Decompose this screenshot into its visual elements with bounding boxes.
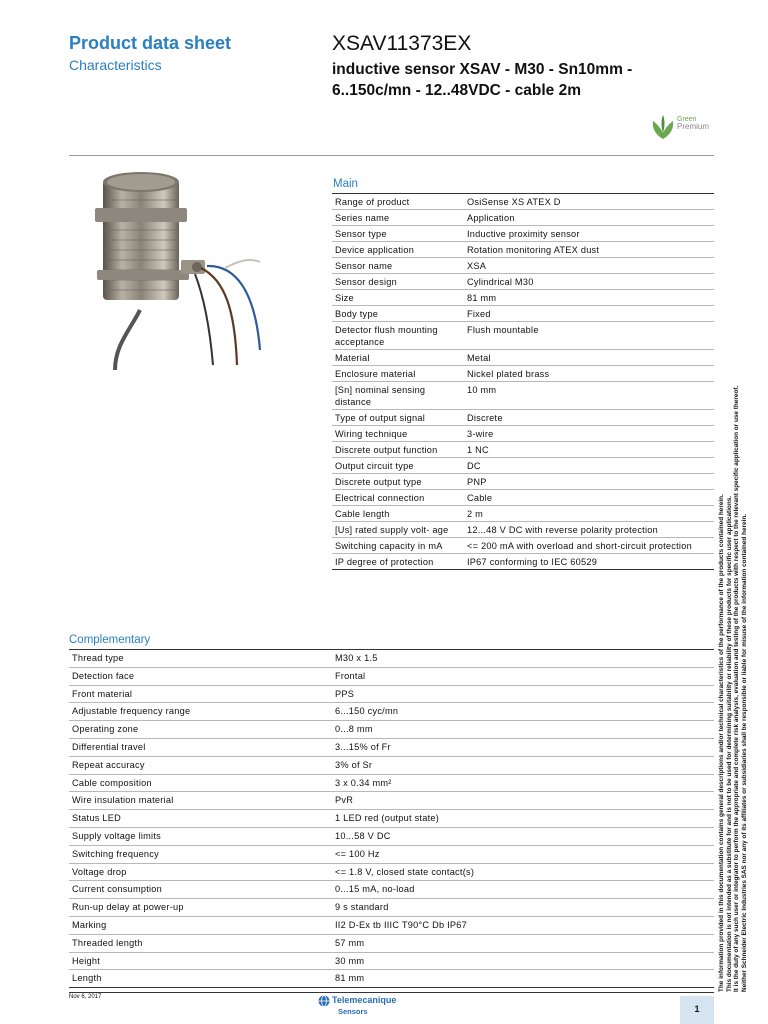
spec-row [69,738,714,756]
spec-label: Series name [332,210,464,226]
spec-row [69,845,714,863]
spec-row [69,916,714,934]
header-divider [69,155,714,156]
spec-value: 3 x 0.34 mm² [332,774,714,792]
spec-label: Differential travel [69,738,332,756]
spec-value: Discrete [464,410,714,426]
product-image [85,170,275,370]
brand-subtitle: Sensors [338,1007,368,1016]
spec-value: 1 NC [464,442,714,458]
spec-value: 81 mm [332,970,714,988]
disclaimer-line: The information provided in this documentation contains general descriptions and/or technical characteristics of the performance of the products contained herein. [718,494,725,992]
spec-row [69,774,714,792]
spec-label: Length [69,970,332,988]
disclaimer-line: This documentation is not intended as a substitute for and is not to be used for determining suitability or reliability of these products for specific user applications. [725,495,733,992]
spec-value: 0...15 mA, no-load [332,881,714,899]
spec-row [332,554,714,570]
main-section-title: Main [333,178,358,190]
spec-value: 9 s standard [332,899,714,917]
spec-label: IP degree of protection [332,554,464,570]
spec-value: 30 mm [332,952,714,970]
spec-row [332,210,714,226]
spec-row [69,970,714,988]
green-premium-logo [650,113,714,143]
disclaimer-line: Neither Schneider Electric Industries SAS nor any of its affiliates or subsidiaries shall be responsible or liable for misuse of the information contained herein. [740,514,748,992]
spec-label: Wire insulation material [69,792,332,810]
spec-label: Repeat accuracy [69,756,332,774]
spec-value: PPS [332,685,714,703]
spec-value: 2 m [464,506,714,522]
spec-label: Status LED [69,810,332,828]
spec-label: Front material [69,685,332,703]
spec-row [332,458,714,474]
spec-value: 0...8 mm [332,721,714,739]
page-subtitle: Characteristics [69,57,162,73]
spec-label: Body type [332,306,464,322]
spec-label: Discrete output function [332,442,464,458]
spec-row [332,306,714,322]
spec-row [332,442,714,458]
green-premium-line1: Green [677,116,697,123]
spec-label: Type of output signal [332,410,464,426]
spec-row [69,863,714,881]
spec-label: Height [69,952,332,970]
spec-value: Application [464,210,714,226]
spec-value: Rotation monitoring ATEX dust [464,242,714,258]
spec-row [69,685,714,703]
spec-label: Sensor type [332,226,464,242]
spec-value: 10...58 V DC [332,827,714,845]
spec-label: Voltage drop [69,863,332,881]
spec-row [69,952,714,970]
spec-label: Marking [69,916,332,934]
complementary-characteristics-table [69,649,714,988]
spec-row [69,934,714,952]
spec-value: PvR [332,792,714,810]
telemecanique-logo [318,994,408,1020]
spec-row [332,226,714,242]
spec-row [69,756,714,774]
spec-row [332,350,714,366]
spec-value: 1 LED red (output state) [332,810,714,828]
spec-value: Cable [464,490,714,506]
spec-label: Range of product [332,194,464,210]
spec-label: Cable length [332,506,464,522]
spec-value: DC [464,458,714,474]
spec-row [332,522,714,538]
spec-row [332,290,714,306]
spec-value: Fixed [464,306,714,322]
spec-row [332,538,714,554]
product-reference: XSAV11373EX [332,32,472,55]
spec-label: Switching capacity in mA [332,538,464,554]
spec-value: 3-wire [464,426,714,442]
spec-row [332,194,714,210]
spec-row [69,899,714,917]
spec-row [332,410,714,426]
spec-label: [Sn] nominal sensing distance [332,382,464,410]
page-title: Product data sheet [69,33,232,53]
spec-label: Sensor design [332,274,464,290]
spec-row [332,274,714,290]
spec-row [332,474,714,490]
spec-value: <= 1.8 V, closed state contact(s) [332,863,714,881]
spec-value: 57 mm [332,934,714,952]
main-characteristics-table [332,193,714,570]
product-description: inductive sensor XSAV - M30 - Sn10mm - 6..150c/mn - 12..48VDC - cable 2m [332,61,633,99]
spec-row [69,827,714,845]
spec-value: <= 200 mA with overload and short-circuit protection [464,538,714,554]
spec-label: Wiring technique [332,426,464,442]
spec-value: Flush mountable [464,322,714,350]
spec-row [69,810,714,828]
spec-row [332,258,714,274]
spec-row [69,650,714,668]
spec-value: Cylindrical M30 [464,274,714,290]
spec-row [69,703,714,721]
spec-row [69,667,714,685]
spec-label: Sensor name [332,258,464,274]
page-number: 1 [694,1004,700,1014]
spec-value: Nickel plated brass [464,366,714,382]
spec-label: Threaded length [69,934,332,952]
spec-row [332,490,714,506]
spec-row [332,242,714,258]
spec-label: Discrete output type [332,474,464,490]
footer-divider [69,992,714,993]
spec-value: 3% of Sr [332,756,714,774]
spec-label: Size [332,290,464,306]
spec-label: Device application [332,242,464,258]
spec-label: Cable composition [69,774,332,792]
spec-value: Inductive proximity sensor [464,226,714,242]
spec-label: Thread type [69,650,332,668]
spec-label: Material [332,350,464,366]
spec-value: M30 x 1.5 [332,650,714,668]
spec-value: 81 mm [464,290,714,306]
spec-value: II2 D-Ex tb IIIC T90°C Db IP67 [332,916,714,934]
spec-label: Supply voltage limits [69,827,332,845]
spec-label: [Us] rated supply volt- age [332,522,464,538]
spec-value: 10 mm [464,382,714,410]
spec-label: Output circuit type [332,458,464,474]
spec-row [69,721,714,739]
legal-disclaimer [718,352,758,992]
spec-value: 12...48 V DC with reverse polarity protection [464,522,714,538]
spec-row [332,382,714,410]
spec-value: XSA [464,258,714,274]
brand-name: Telemecanique [332,995,397,1005]
spec-value: Metal [464,350,714,366]
spec-row [69,792,714,810]
disclaimer-line: It is the duty of any such user or integrator to perform the appropriate and complete risk analysis, evaluation and testing of the products with respect to the relevant specific application or use thereof. [733,385,741,992]
spec-label: Electrical connection [332,490,464,506]
spec-value: 3...15% of Fr [332,738,714,756]
spec-label: Switching frequency [69,845,332,863]
spec-row [69,881,714,899]
spec-value: IP67 conforming to IEC 60529 [464,554,714,570]
spec-value: <= 100 Hz [332,845,714,863]
spec-value: OsiSense XS ATEX D [464,194,714,210]
spec-value: Frontal [332,667,714,685]
globe-icon [318,995,330,1007]
leaf-icon [650,113,676,141]
complementary-section-title: Complementary [69,634,151,646]
spec-value: 6...150 cyc/mn [332,703,714,721]
spec-label: Current consumption [69,881,332,899]
spec-label: Detection face [69,667,332,685]
spec-row [332,366,714,382]
spec-row [332,506,714,522]
spec-row [332,322,714,350]
spec-label: Enclosure material [332,366,464,382]
spec-label: Run-up delay at power-up [69,899,332,917]
page-number-box [680,996,714,1024]
spec-label: Adjustable frequency range [69,703,332,721]
spec-row [332,426,714,442]
green-premium-line2: Premium [677,122,710,131]
spec-label: Operating zone [69,721,332,739]
spec-value: PNP [464,474,714,490]
spec-label: Detector flush mounting acceptance [332,322,464,350]
footer-date: Nov 6, 2017 [69,994,102,1000]
